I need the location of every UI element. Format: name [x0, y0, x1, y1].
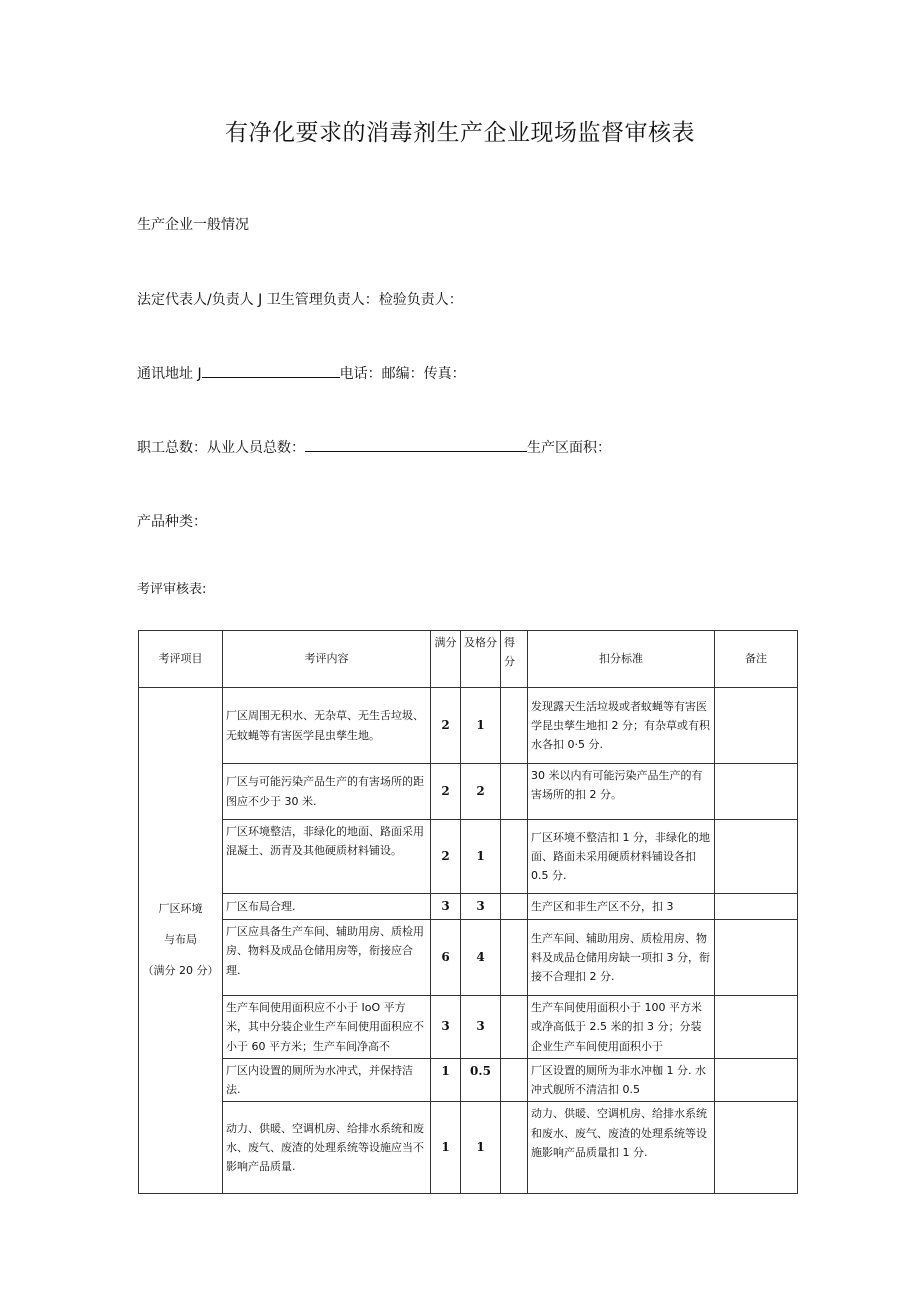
row-full-score: 2	[431, 764, 461, 820]
address-label: 通讯地址 J	[137, 366, 202, 382]
row-full-score: 3	[431, 996, 461, 1059]
section-general-heading: 生产企业一般情况	[137, 217, 249, 233]
row-criteria: 生产区和非生产区不分，扣 3	[528, 894, 715, 920]
header-score: 得分	[501, 631, 528, 688]
row-criteria: 厂区设置的厕所为非水冲枷 1 分. 水冲式舰所不清洁扣 0.5	[528, 1058, 715, 1102]
table-row	[139, 764, 798, 820]
row-criteria: 生产车间使用面积小于 100 平方米或净高低于 2.5 米的扣 3 分；分装企业生产车间使用面积小于	[528, 996, 715, 1059]
staff-line	[137, 437, 611, 457]
row-remark[interactable]	[715, 764, 798, 820]
table-row	[139, 920, 798, 996]
header-criteria: 扣分标准	[528, 631, 715, 688]
staff-label: 职工总数：从业人员总数：	[137, 440, 305, 456]
table-row	[139, 1102, 798, 1194]
row-pass-score: 3	[461, 996, 501, 1059]
row-pass-score: 4	[461, 920, 501, 996]
row-pass-score: 2	[461, 764, 501, 820]
row-full-score: 1	[431, 1058, 461, 1102]
audit-table	[138, 630, 798, 1194]
header-pass-score: 及格分	[461, 631, 501, 688]
header-content: 考评内容	[223, 631, 431, 688]
staff-blank	[305, 439, 527, 452]
row-score[interactable]	[501, 1102, 528, 1194]
table-row	[139, 894, 798, 920]
row-content: 厂区应具备生产车间、辅助用房、质检用房、物料及成品仓储用房等，衔接应合理.	[223, 920, 431, 996]
row-score[interactable]	[501, 764, 528, 820]
row-criteria: 厂区环境不整洁扣 1 分，非绿化的地面、路面未采用硬质材料铺设各扣 0.5 分.	[528, 820, 715, 894]
row-score[interactable]	[501, 920, 528, 996]
table-header-row	[139, 631, 798, 688]
row-score[interactable]	[501, 688, 528, 764]
address-blank	[202, 365, 340, 378]
row-remark[interactable]	[715, 820, 798, 894]
persons-line: 法定代表人/负责人 J 卫生管理负责人：检验负责人：	[137, 292, 463, 308]
row-criteria: 30 米以内有可能污染产品生产的有害场所的扣 2 分。	[528, 764, 715, 820]
area-label: 生产区面积：	[527, 440, 611, 456]
document-title: 有净化要求的消毒剂生产企业现场监督审核表	[225, 120, 695, 146]
category-cell	[139, 688, 223, 1194]
row-remark[interactable]	[715, 894, 798, 920]
row-score[interactable]	[501, 996, 528, 1059]
row-pass-score: 1	[461, 1102, 501, 1194]
row-full-score: 1	[431, 1102, 461, 1194]
row-pass-score: 0.5	[461, 1058, 501, 1102]
row-score[interactable]	[501, 1058, 528, 1102]
row-content: 厂区内设置的厕所为水冲式，并保持洁法.	[223, 1058, 431, 1102]
table-row	[139, 996, 798, 1059]
row-remark[interactable]	[715, 688, 798, 764]
table-row	[139, 1058, 798, 1102]
row-full-score: 3	[431, 894, 461, 920]
row-pass-score: 1	[461, 688, 501, 764]
header-full-score: 满分	[431, 631, 461, 688]
product-line: 产品种类：	[137, 514, 207, 530]
row-pass-score: 3	[461, 894, 501, 920]
row-full-score: 2	[431, 688, 461, 764]
row-remark[interactable]	[715, 920, 798, 996]
table-row	[139, 820, 798, 894]
category-line-1: 厂区环境	[158, 902, 203, 916]
row-full-score: 2	[431, 820, 461, 894]
row-content: 生产车间使用面积应不小于 IoO 平方米，其中分装企业生产车间使用面积应不小于 60 平方米；生产车间净高不	[223, 996, 431, 1059]
category-line-3: （满分 20 分）	[142, 964, 219, 978]
address-line	[137, 363, 466, 383]
row-remark[interactable]	[715, 996, 798, 1059]
row-criteria: 发现露天生活垃圾或者蚊蝇等有害医学昆虫孳生地扣 2 分；有杂草或有积水各扣 0·5 分.	[528, 688, 715, 764]
header-item: 考评项目	[139, 631, 223, 688]
table-row	[139, 688, 798, 764]
row-score[interactable]	[501, 894, 528, 920]
row-content: 厂区环境整洁，非绿化的地面、路面采用混凝土、沥青及其他硬质材料铺设。	[223, 820, 431, 894]
row-score[interactable]	[501, 820, 528, 894]
row-remark[interactable]	[715, 1102, 798, 1194]
row-full-score: 6	[431, 920, 461, 996]
row-criteria: 生产车间、辅助用房、质检用房、物料及成品仓储用房缺一项扣 3 分，衔接不合理扣 2 分.	[528, 920, 715, 996]
row-content: 厂区与可能污染产品生产的有害场所的距图应不少于 30 米.	[223, 764, 431, 820]
row-remark[interactable]	[715, 1058, 798, 1102]
contact-labels: 电话：邮编：传真：	[339, 366, 466, 382]
row-content: 厂区布局合理.	[223, 894, 431, 920]
row-pass-score: 1	[461, 820, 501, 894]
audit-table-caption: 考评审核表:	[137, 582, 207, 597]
row-content: 厂区周围无积水、无杂草、无生舌垃圾、无蚊蝇等有害医学昆虫孳生地。	[223, 688, 431, 764]
header-remark: 备注	[715, 631, 798, 688]
row-criteria: 动力、供暖、空调机房、给排水系统和废水、废气、废渣的处理系统等设施影响产品质量扣 1 分.	[528, 1102, 715, 1194]
category-line-2: 与布局	[164, 933, 197, 947]
row-content: 动力、供暖、空调机房、给排水系统和废水、废气、废渣的处理系统等设施应当不影响产品质量.	[223, 1102, 431, 1194]
